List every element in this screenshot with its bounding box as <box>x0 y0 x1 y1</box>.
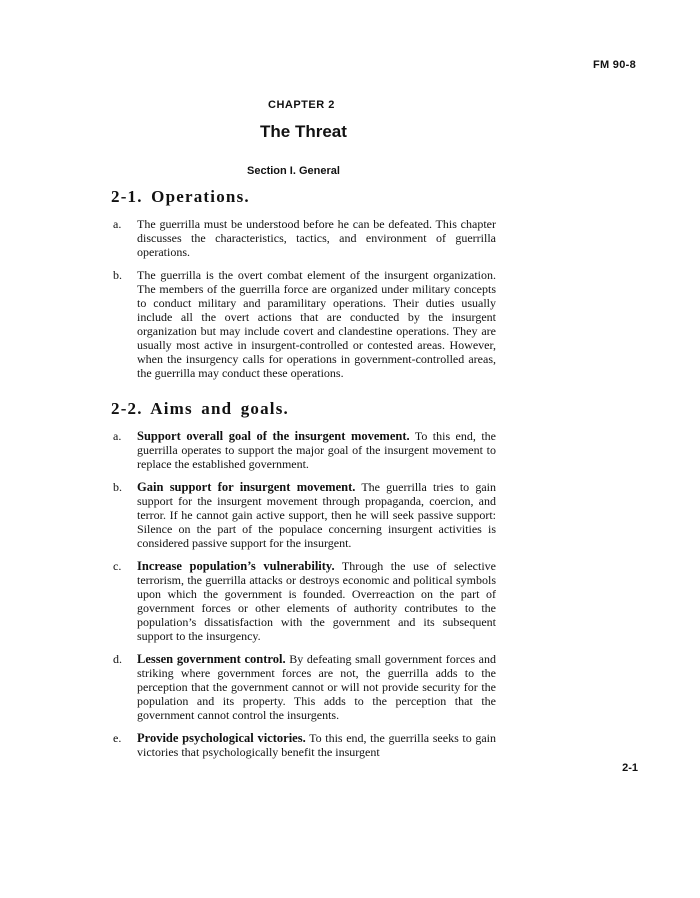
paragraph-text: The guerrilla is the overt combat element of the insurgent organization. The members of the guerrilla force are organized under military concepts to conduct military and paramilitary operations. Their duties usually include all the overt actions that are conducted by the insurgent organization but may include covert and clandestine operations. They are usually most active in insurgent-controlled or contested areas. However, when the insurgency calls for operations in government-controlled areas, the guerrilla may conduct these operations. <box>137 268 496 380</box>
paragraph-lead: Support overall goal of the insurgent movement. <box>137 429 410 443</box>
paragraph-2-2-d <box>111 652 496 722</box>
paragraph-text: By defeating small government forces and striking where government forces are not, the guerrilla adds to the perception that the government cannot or will not provide security for the population and its property. This adds to the perception that the government cannot control the insurgents. <box>137 652 496 722</box>
paragraph-lead: Increase population’s vulnerability. <box>137 559 335 573</box>
paragraph-text: Through the use of selective terrorism, the guerrilla attacks or destroys economic and political symbols upon which the government is founded. Overreaction on the part of government forces or other elements of authority contributes to the population’s dissatisfaction with the government and its subsequent support to the insurgency. <box>137 559 496 643</box>
chapter-label: CHAPTER 2 <box>268 99 335 111</box>
chapter-title: The Threat <box>260 122 347 141</box>
paragraph-2-2-b <box>111 480 496 550</box>
paragraph-marker: a. <box>113 217 122 231</box>
document-code: FM 90-8 <box>592 59 636 71</box>
page-number: 2-1 <box>622 762 638 774</box>
paragraph-text: To this end, the guerrilla seeks to gain victories that psychologically benefit the insurgent <box>137 731 496 759</box>
paragraph-2-2-a <box>111 429 496 471</box>
section-heading: 2-2. Aims and goals. <box>111 399 289 418</box>
paragraph-lead: Provide psychological victories. <box>137 731 306 745</box>
paragraph-2-2-e <box>111 731 496 759</box>
paragraph-marker: e. <box>113 731 122 745</box>
section-operations <box>111 187 496 389</box>
paragraph-lead: Lessen government control. <box>137 652 286 666</box>
paragraph-2-1-b <box>111 268 496 380</box>
paragraph-marker: d. <box>113 652 122 666</box>
paragraph-2-1-a <box>111 217 496 259</box>
section-aims-and-goals <box>111 399 496 768</box>
paragraph-marker: c. <box>113 559 122 573</box>
paragraph-lead: Gain support for insurgent movement. <box>137 480 356 494</box>
paragraph-2-2-c <box>111 559 496 643</box>
section-heading: 2-1. Operations. <box>111 187 250 206</box>
section-label: Section I. General <box>247 165 340 177</box>
paragraph-marker: b. <box>113 268 122 282</box>
paragraph-text: The guerrilla tries to gain support for the insurgent movement through propaganda, coercion, and terror. If he cannot gain active support, then he will seek passive support: Silence on the part of the populace concerning insurgent activities is considered passive support for the insurgent. <box>137 480 496 550</box>
paragraph-marker: a. <box>113 429 122 443</box>
paragraph-text: The guerrilla must be understood before he can be defeated. This chapter discusses the characteristics, tactics, and environment of guerrilla operations. <box>137 217 496 259</box>
paragraph-text: To this end, the guerrilla operates to support the major goal of the insurgent movement to replace the established government. <box>137 429 496 471</box>
paragraph-marker: b. <box>113 480 122 494</box>
